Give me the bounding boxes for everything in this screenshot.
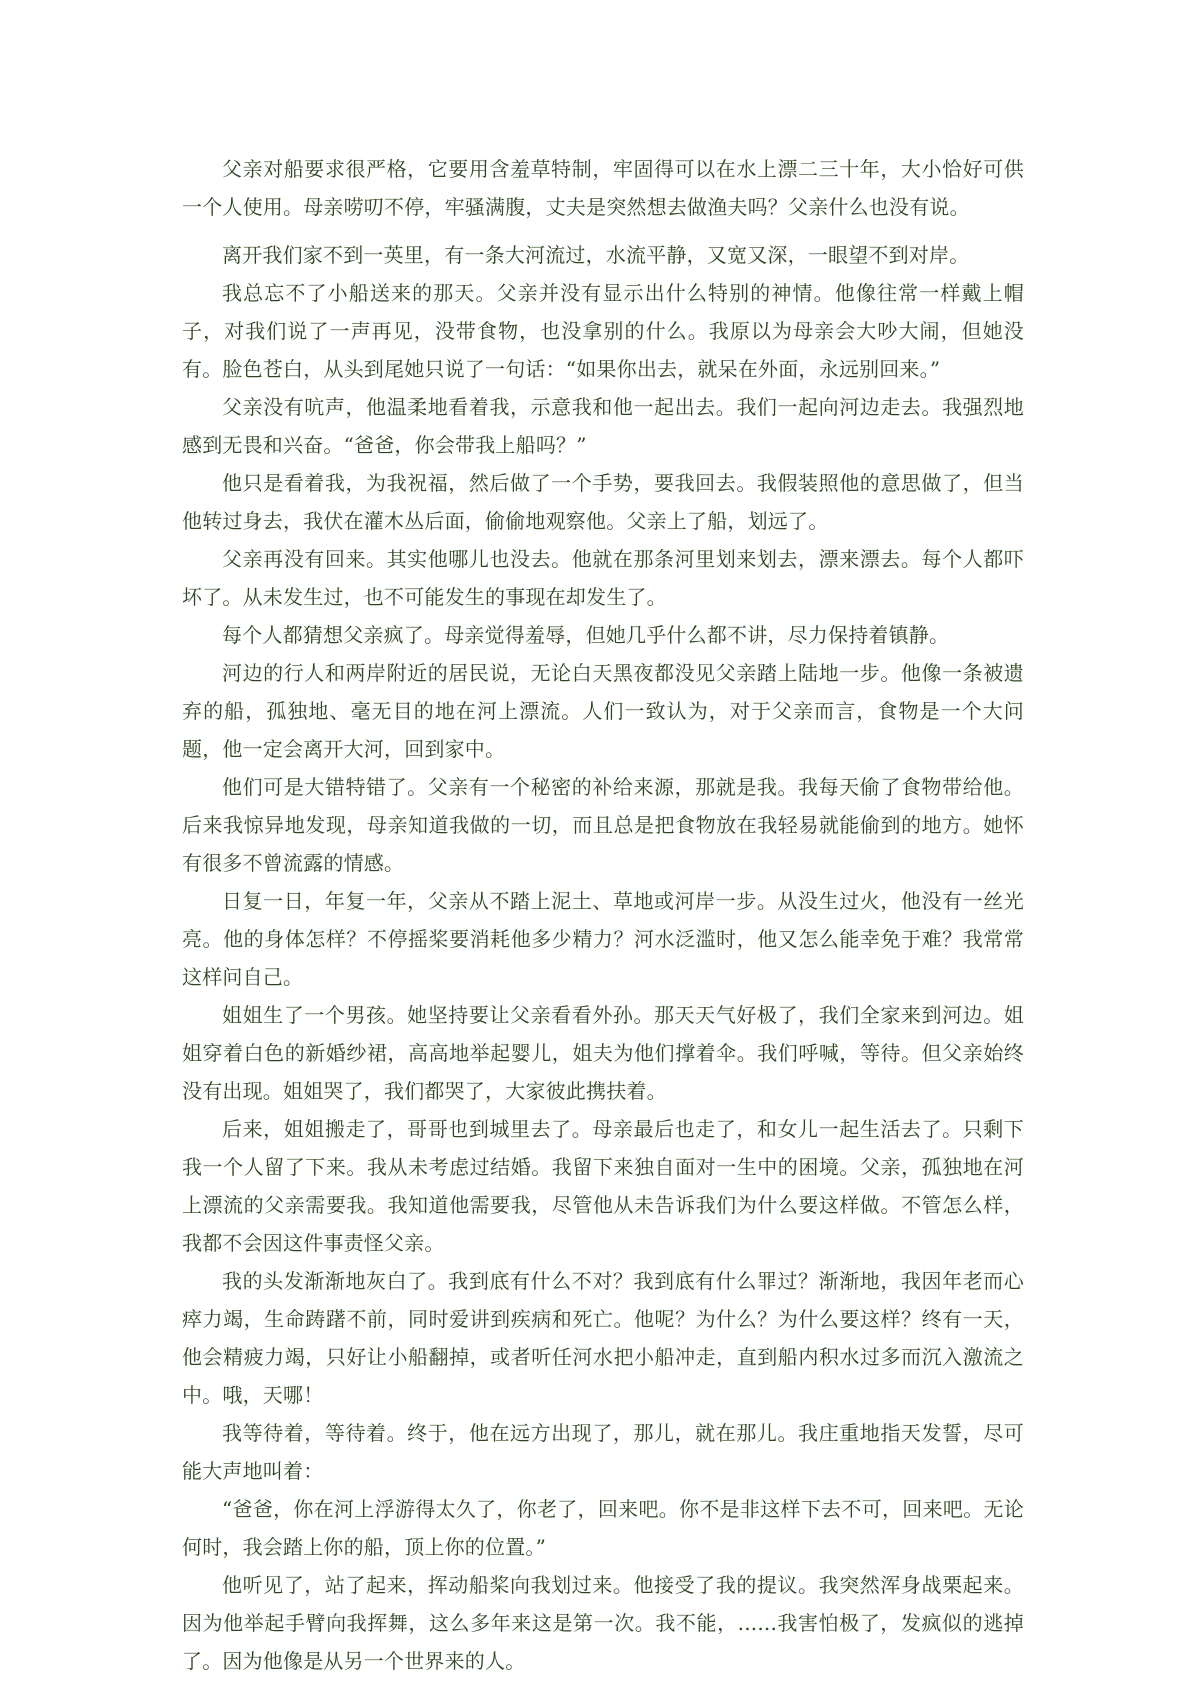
paragraph-9: 他们可是大错特错了。父亲有一个秘密的补给来源，那就是我。我每天偷了食物带给他。后来我惊异地发现，母亲知道我做的一切，而且总是把食物放在我轻易就能偷到的地方。她怀有很多不曾流露的情感。 [182,775,1024,875]
paragraph-10: 日复一日，年复一年，父亲从不踏上泥土、草地或河岸一步。从没生过火，他没有一丝光亮。他的身体怎样？不停摇桨要消耗他多少精力？河水泛滥时，他又怎么能幸免于难？我常常这样问自己。 [182,889,1024,989]
paragraph-14: 我等待着，等待着。终于，他在远方出现了，那儿，就在那儿。我庄重地指天发誓，尽可能大声地叫着： [182,1421,1024,1483]
paragraph-15: “爸爸，你在河上浮游得太久了，你老了，回来吧。你不是非这样下去不可，回来吧。无论何时，我会踏上你的船，顶上你的位置。” [182,1497,1024,1559]
paragraph-8: 河边的行人和两岸附近的居民说，无论白天黑夜都没见父亲踏上陆地一步。他像一条被遗弃的船，孤独地、毫无目的地在河上漂流。人们一致认为，对于父亲而言，食物是一个大问题，他一定会离开大河，回到家中。 [182,661,1024,761]
paragraph-16: 他听见了，站了起来，挥动船桨向我划过来。他接受了我的提议。我突然浑身战栗起来。因为他举起手臂向我挥舞，这么多年来这是第一次。我不能，......我害怕极了，发疯似的逃掉了。因为他像是从另一个世界来的人。 [182,1573,1024,1673]
paragraph-2: 离开我们家不到一英里，有一条大河流过，水流平静，又宽又深，一眼望不到对岸。 [222,243,970,267]
paragraph-3: 我总忘不了小船送来的那天。父亲并没有显示出什么特别的神情。他像往常一样戴上帽子，对我们说了一声再见，没带食物，也没拿别的什么。我原以为母亲会大吵大闹，但她没有。脸色苍白，从头到尾她只说了一句话：“如果你出去，就呆在外面，永远别回来。” [182,281,1024,381]
paragraph-7: 每个人都猜想父亲疯了。母亲觉得羞辱，但她几乎什么都不讲，尽力保持着镇静。 [222,623,950,647]
paragraph-4: 父亲没有吭声，他温柔地看着我，示意我和他一起出去。我们一起向河边走去。我强烈地感到无畏和兴奋。“爸爸，你会带我上船吗？” [182,395,1024,457]
paragraph-11: 姐姐生了一个男孩。她坚持要让父亲看看外孙。那天天气好极了，我们全家来到河边。姐姐穿着白色的新婚纱裙，高高地举起婴儿，姐夫为他们撑着伞。我们呼喊，等待。但父亲始终没有出现。姐姐哭了，我们都哭了，大家彼此携扶着。 [182,1003,1024,1103]
paragraph-6: 父亲再没有回来。其实他哪儿也没去。他就在那条河里划来划去，漂来漂去。每个人都吓坏了。从未发生过，也不可能发生的事现在却发生了。 [182,547,1024,609]
paragraph-13: 我的头发渐渐地灰白了。我到底有什么不对？我到底有什么罪过？渐渐地，我因年老而心瘁力竭，生命踌躇不前，同时爱讲到疾病和死亡。他呢？为什么？为什么要这样？终有一天，他会精疲力竭，只好让小船翻掉，或者听任河水把小船冲走，直到船内积水过多而沉入激流之中。哦，天哪！ [182,1269,1024,1407]
paragraph-12: 后来，姐姐搬走了，哥哥也到城里去了。母亲最后也走了，和女儿一起生活去了。只剩下我一个人留了下来。我从未考虑过结婚。我留下来独自面对一生中的困境。父亲，孤独地在河上漂流的父亲需要我。我知道他需要我，尽管他从未告诉我们为什么要这样做。不管怎么样，我都不会因这件事责怪父亲。 [182,1117,1024,1255]
paragraph-1: 父亲对船要求很严格，它要用含羞草特制，牢固得可以在水上漂二三十年，大小恰好可供一个人使用。母亲唠叨不停，牢骚满腹，丈夫是突然想去做渔夫吗？父亲什么也没有说。 [182,157,1024,219]
paragraph-5: 他只是看着我，为我祝福，然后做了一个手势，要我回去。我假装照他的意思做了，但当他转过身去，我伏在灌木丛后面，偷偷地观察他。父亲上了船，划远了。 [182,471,1024,533]
